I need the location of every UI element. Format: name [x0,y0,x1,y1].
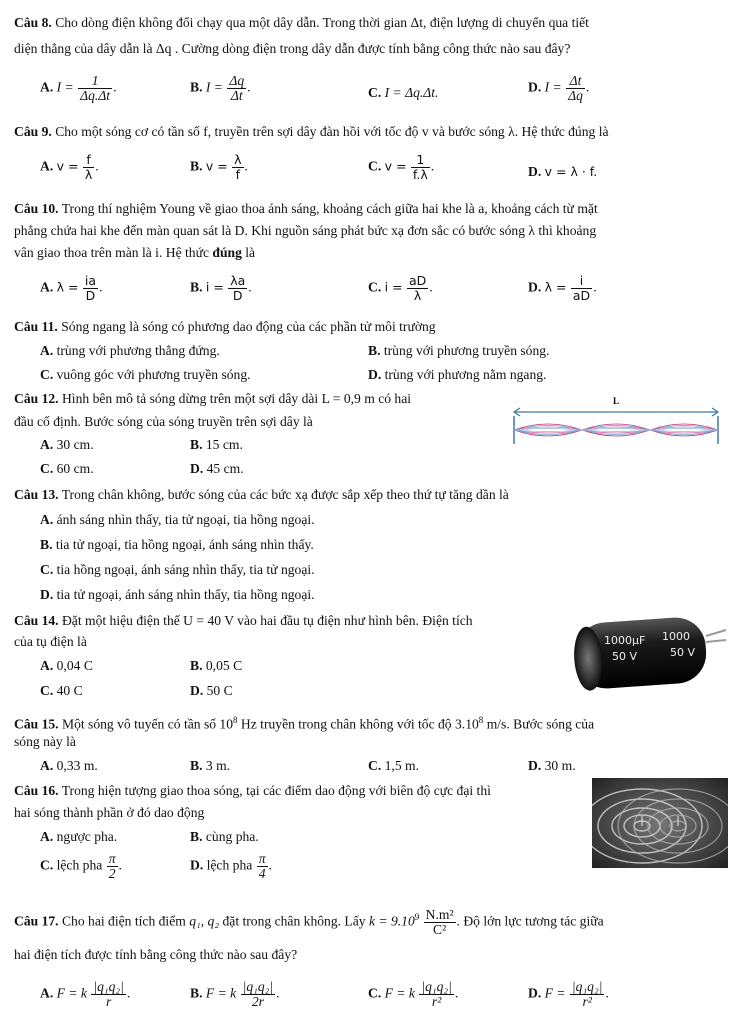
frac-den: Δq.Δt [80,88,111,103]
frac-num: |q₁q₂| [93,979,124,994]
q12-text1: Hình bên mô tả sóng dừng trên một sợi dây dài L = 0,9 m có hai [61,391,412,406]
q17-option-a[interactable]: A. F = k $\frac{\text{|q₁q₂|}}{r}$ . [40,979,131,1009]
option-lhs: I = [544,79,562,95]
q17-text1a: Cho hai điện tích điểm [61,913,186,929]
q8-text1: Cho dòng điện không đổi chạy qua một dây dẫn. Trong thời gian Δt, điện lượng di chuyển qua tiết [55,15,589,30]
option-letter: C. [368,279,382,295]
q8-label: Câu 8. [14,15,52,30]
frac-num: |q₁q₂| [421,979,452,994]
option-text: trùng với phương nằm ngang. [384,367,547,382]
option-letter: C. [40,461,54,476]
option-lhs: v = [384,158,407,174]
option-text: lệch pha [56,857,103,873]
option-letter: A. [40,79,54,95]
q8-option-b[interactable]: B. I = $\frac{\Delta q}{\Delta t}$ . [190,73,251,103]
wave-envelope [514,424,718,436]
option-lhs: v = [205,158,228,174]
q8-text2: diện thẳng của dây dẫn là Δq . Cường dòng điện trong dây dẫn được tính bằng công thức nào sau đây? [14,41,571,56]
capacitor-lead [706,630,726,636]
option-expr: I = Δq.Δt. [384,85,439,100]
q10-text3b: đúng [212,245,242,260]
q10-line1 [14,200,598,218]
frac-num: π [108,851,116,866]
q17-option-c[interactable]: C. F = k $\frac{\text{|q₁q₂|}}{\text{r²}}$ . [368,979,459,1009]
option-letter: B. [190,758,203,773]
option-letter: A. [40,658,54,673]
option-lhs: λ = [544,279,567,295]
option-lhs: λ = [56,279,79,295]
option-letter: A. [40,158,54,174]
q13-label: Câu 13. [14,487,59,502]
q17-option-d[interactable]: D. F = $\frac{\text{|q₁q₂|}}{\text{r²}}$ . [528,979,609,1009]
frac-num: N.m² [425,907,454,922]
frac-den: D [85,288,96,303]
q9-line1 [14,123,609,141]
option-letter: C. [368,985,382,1001]
q14-option-d[interactable] [190,682,233,700]
q16-label: Câu 16. [14,783,59,798]
option-letter: B. [368,343,381,358]
frac-den: Δt [230,88,243,103]
q11-option-b[interactable] [368,342,549,360]
frac-den: λ [84,167,93,182]
q9-option-d[interactable] [528,163,597,181]
q15-text1b: Hz truyền trong chân không với tốc độ 3.10 [237,716,479,732]
frac-den: λ [413,288,422,303]
q14-label: Câu 14. [14,613,59,628]
option-text: 0,05 C [205,658,243,673]
q15-text1a: Một sóng vô tuyến có tần số 10 [61,716,234,732]
q11-text1: Sóng ngang là sóng có phương dao động của các phần tử môi trường [61,319,436,334]
frac-num: λa [230,273,246,288]
q14-line1 [14,612,473,630]
option-text: ngược pha. [56,829,118,844]
option-text: lệch pha [206,857,253,873]
q17-text2: hai điện tích được tính bằng công thức nào sau đây? [14,947,298,962]
option-letter: C. [40,562,54,577]
option-letter: B. [190,158,203,174]
option-letter: D. [528,79,542,95]
q12-option-d[interactable] [190,460,244,478]
option-text: 30 cm. [56,437,94,452]
capacitor-label-capacitance-2: 1000 [662,630,690,643]
frac-den: aD [572,288,591,303]
wave-interference-photo [592,778,728,868]
q11-option-a[interactable] [40,342,220,360]
q17-text1c: . Độ lớn lực tương tác giữa [456,913,604,929]
option-text: 0,33 m. [56,758,98,773]
option-letter: D. [190,857,204,873]
option-lhs: F = [544,985,566,1001]
option-letter: D. [190,461,204,476]
q9-option-a[interactable]: A. v = $\frac{f}{\lambda}$ . [40,152,99,182]
q17-k-sup: 9 [414,912,420,923]
option-text: tia tử ngoại, ánh sáng nhìn thấy, tia hồng ngoại. [56,587,315,602]
option-text: 30 m. [544,758,576,773]
q13-option-a[interactable] [40,511,315,529]
option-letter: C. [40,367,54,382]
q15-option-b[interactable] [190,757,230,775]
q16-text2: hai sóng thành phần ở đó dao động [14,805,205,820]
q9-text1: Cho một sóng cơ có tần số f, truyền trên sợi dây đàn hồi với tốc độ v và bước sóng λ. Hệ thức đúng là [55,124,609,139]
option-text: 45 cm. [206,461,244,476]
option-letter: B. [190,79,203,95]
q8-option-d[interactable]: D. I = $\frac{\Delta t}{\Delta q}$ . [528,73,590,103]
q16-line1 [14,782,491,800]
q17-option-b[interactable]: B. F = k $\frac{\text{|q₁q₂|}}{2r}$ . [190,979,280,1009]
q12-line1 [14,390,411,408]
frac-den: r² [582,994,592,1009]
q9-option-c[interactable]: C. v = $\frac{1}{f.\lambda}$ . [368,152,435,182]
q15-sup: 8 [233,715,238,725]
capacitor-image [566,612,728,694]
option-letter: C. [40,683,54,698]
q16-option-d[interactable]: D. lệch pha $\frac{\pi}{4}$ . [190,851,272,881]
option-letter: C. [368,85,382,100]
q11-option-c[interactable] [40,366,251,384]
frac-num: i [571,274,592,289]
q14-option-a[interactable] [40,657,93,675]
q17-k-expr: k = 9.10 [368,913,415,929]
option-letter: A. [40,512,54,527]
option-text: 60 cm. [56,461,94,476]
option-text: cùng pha. [205,829,259,844]
q11-line1 [14,318,436,336]
frac-den: f [235,167,241,182]
q16-option-c[interactable]: C. lệch pha $\frac{\pi}{2}$ . [40,851,122,881]
option-letter: A. [40,758,54,773]
q13-option-d[interactable] [40,586,315,604]
frac-den: Δq [568,88,583,103]
option-letter: B. [40,537,53,552]
option-letter: D. [528,985,542,1001]
option-text: 40 C [56,683,83,698]
option-text: ánh sáng nhìn thấy, tia tử ngoại, tia hồng ngoại. [56,512,315,527]
q15-option-a[interactable] [40,757,98,775]
option-letter: D. [368,367,382,382]
q10-option-c[interactable]: C. i = $\frac{aD}{\lambda}$ . [368,273,433,303]
frac-den: 2 [108,866,116,881]
q12-option-b[interactable] [190,436,243,454]
q8-line1 [14,14,589,32]
q10-text2: phẳng chứa hai khe đến màn quan sát là D. Khi nguồn sáng phát bức xạ đơn sắc có bước sóng λ thì khoảng [14,223,597,238]
option-lhs: I = [205,79,223,95]
q12-option-c[interactable] [40,460,94,478]
option-lhs: F = k [56,985,87,1001]
frac-num: 1 [411,153,430,168]
q17-label: Câu 17. [14,913,59,929]
length-label: L [612,396,620,406]
option-letter: D. [528,164,542,179]
q15-label: Câu 15. [14,716,59,732]
option-letter: D. [528,758,542,773]
frac-num: |q₁q₂| [242,979,274,994]
q15-option-d[interactable] [528,757,576,775]
option-text: vuông góc với phương truyền sóng. [56,367,251,382]
frac-num: |q₁q₂| [571,979,603,994]
option-letter: B. [190,829,203,844]
frac-den: 2r [251,994,264,1009]
option-text: trùng với phương thẳng đứng. [56,343,220,358]
option-lhs: F = k [205,985,237,1001]
frac-den: D [232,288,243,303]
frac-num: ia [84,273,97,288]
q15-text1c: m/s. Bước sóng của [483,716,595,732]
option-text: trùng với phương truyền sóng. [383,343,550,358]
capacitor-lead [706,640,726,642]
option-text: 0,04 C [56,658,93,673]
frac-num: Δq [229,73,245,88]
option-letter: A. [40,437,54,452]
q9-label: Câu 9. [14,124,52,139]
q13-option-b[interactable] [40,536,314,554]
q14-text1: Đặt một hiệu điện thế U = 40 V vào hai đầu tụ điện như hình bên. Điện tích [61,613,473,628]
q16-text1: Trong hiện tượng giao thoa sóng, tại các điểm dao động với biên độ cực đại thì [61,783,491,798]
option-text: 15 cm. [205,437,243,452]
option-letter: B. [190,658,203,673]
q16-option-a[interactable] [40,828,117,846]
q10-text3c: là [245,245,256,260]
frac-den: r [105,994,112,1009]
capacitor-label-capacitance: 1000µF [604,634,646,647]
option-lhs: v = [56,158,79,174]
q12-option-a[interactable] [40,436,94,454]
q14-option-c[interactable] [40,682,83,700]
option-letter: A. [40,343,54,358]
q8-option-a[interactable]: A. I = $\frac{1}{\Delta q.\Delta t}$ . [40,73,117,103]
q10-option-a[interactable]: A. λ = $\frac{ia}{D}$ . [40,273,103,303]
q15-text2: sóng này là [14,734,76,749]
option-letter: A. [40,279,54,295]
option-letter: A. [40,985,54,1001]
q14-option-b[interactable] [190,657,242,675]
option-letter: B. [190,437,203,452]
option-lhs: i = [205,279,224,295]
q15-line1 [14,711,594,734]
option-text: tia hồng ngoại, ánh sáng nhìn thấy, tia tử ngoại. [56,562,315,577]
q10-text1: Trong thí nghiệm Young về giao thoa ánh sáng, khoảng cách giữa hai khe là a, khoảng cách từ mặt [61,201,598,216]
q12-label: Câu 12. [14,391,59,406]
option-expr: v = λ · f. [544,164,598,179]
option-text: tia tử ngoại, tia hồng ngoại, ánh sáng nhìn thấy. [55,537,314,552]
option-letter: B. [190,279,203,295]
standing-wave-figure [508,388,724,450]
option-letter: C. [368,758,382,773]
option-text: 50 C [206,683,233,698]
q10-option-d[interactable]: D. λ = $\frac{i}{aD}$ . [528,273,597,303]
q17-text1b: đặt trong chân không. Lấy [222,913,366,929]
option-letter: D. [528,279,542,295]
option-letter: C. [368,158,382,174]
option-text: 1,5 m. [384,758,419,773]
q13-option-c[interactable] [40,561,315,579]
frac-den: C² [433,922,447,937]
q10-text3a: vân giao thoa trên màn là i. Hệ thức [14,245,209,260]
option-lhs: I = [56,79,74,95]
capacitor-label-voltage: 50 V [612,650,638,663]
frac-num: Δt [566,74,585,89]
q11-label: Câu 11. [14,319,58,334]
q10-label: Câu 10. [14,201,59,216]
option-text: 3 m. [205,758,231,773]
q13-text1: Trong chân không, bước sóng của các bức xạ được sắp xếp theo thứ tự tăng dần là [61,487,509,502]
option-lhs: F = k [384,985,415,1001]
frac-den: 4 [258,866,266,881]
q12-text2: đầu cố định. Bước sóng của sóng truyền trên sợi dây là [14,414,313,429]
option-letter: B. [190,985,203,1001]
q11-option-d[interactable] [368,366,546,384]
option-letter: C. [40,857,54,873]
frac-num: f [83,153,94,168]
option-letter: D. [190,683,204,698]
q16-option-b[interactable] [190,828,259,846]
frac-den: f.λ [412,167,428,182]
q14-text2: của tụ điện là [14,634,87,649]
q8-option-c[interactable] [368,84,438,102]
q10-option-b[interactable]: B. i = $\frac{\lambda a}{D}$ . [190,273,252,303]
q15-sup2: 8 [478,715,484,725]
q9-option-b[interactable]: B. v = $\frac{\lambda}{f}$ . [190,152,248,182]
frac-num: π [258,851,266,866]
option-letter: A. [40,829,54,844]
q17-line1 [14,908,604,937]
option-letter: D. [40,587,54,602]
q15-option-c[interactable] [368,757,419,775]
frac-num: 1 [78,74,112,89]
q13-line1 [14,486,509,504]
frac-num: λ [234,152,242,167]
option-lhs: i = [384,279,403,295]
frac-den: r² [431,994,442,1009]
capacitor-label-voltage-2: 50 V [670,646,696,659]
frac-num: aD [408,273,427,288]
q10-line3 [14,244,255,262]
q17-charges: q₁, q₂ [189,913,220,929]
